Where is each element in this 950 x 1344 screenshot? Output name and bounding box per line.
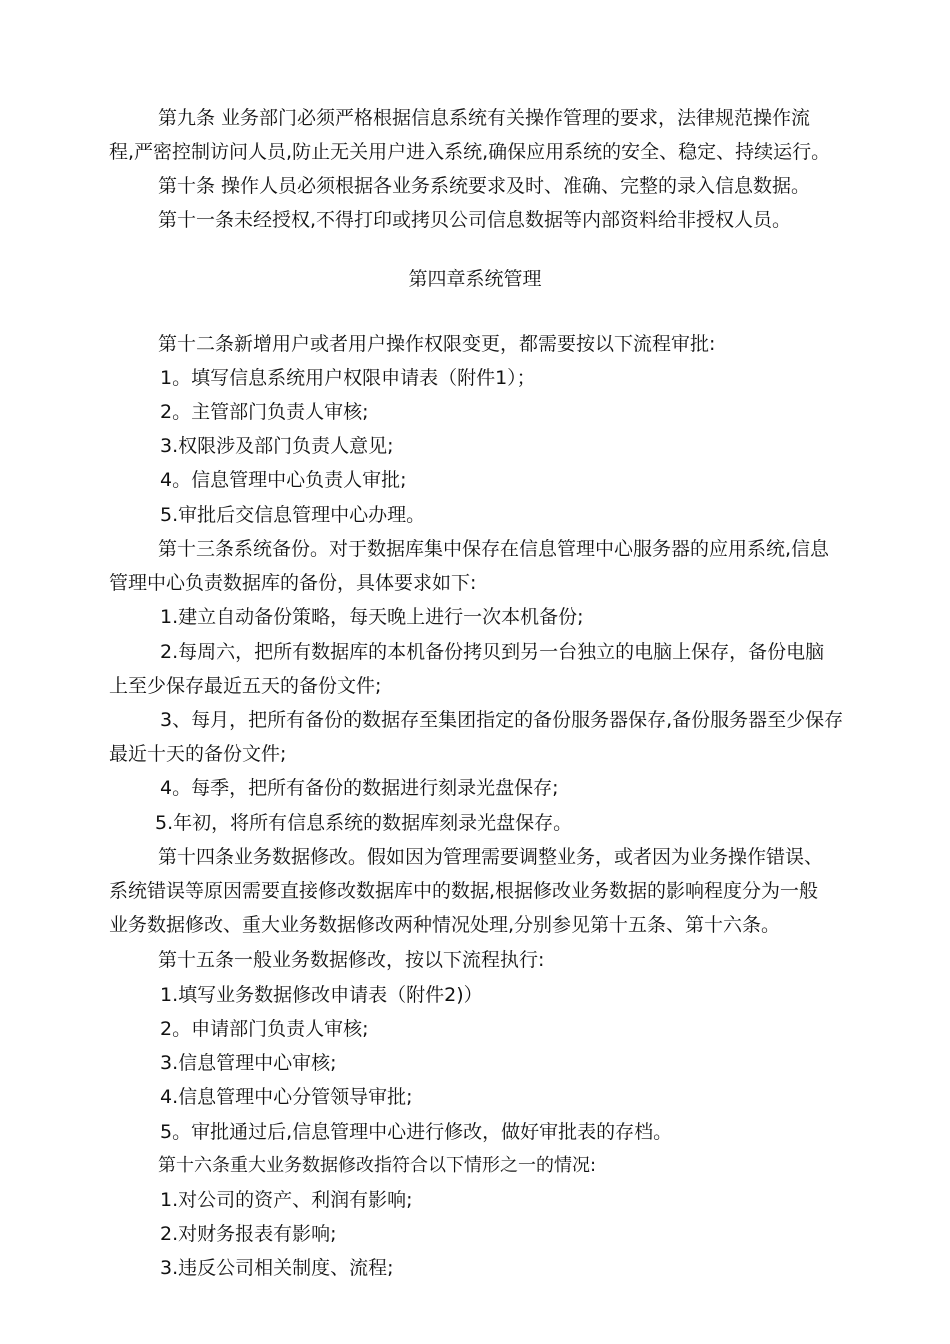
article-15-line: 第十五条一般业务数据修改，按以下流程执行: <box>158 949 545 971</box>
list-item: 3.权限涉及部门负责人意见; <box>160 435 394 457</box>
list-item: 4.信息管理中心分管领导审批; <box>160 1086 413 1108</box>
list-item: 5.年初，将所有信息系统的数据库刻录光盘保存。 <box>155 812 573 834</box>
list-item: 1.建立自动备份策略，每天晚上进行一次本机备份; <box>160 606 584 628</box>
article-14-line-1: 第十四条业务数据修改。假如因为管理需要调整业务，或者因为业务操作错误、 <box>158 846 824 868</box>
list-item: 5.审批后交信息管理中心办理。 <box>160 504 426 526</box>
article-14-line-2: 系统错误等原因需要直接修改数据库中的数据,根据修改业务数据的影响程度分为一般 <box>109 880 819 902</box>
article-9-line-2: 程,严密控制访问人员,防止无关用户进入系统,确保应用系统的安全、稳定、持续运行。 <box>109 141 831 163</box>
list-item: 5。审批通过后,信息管理中心进行修改，做好审批表的存档。 <box>160 1121 673 1143</box>
list-item: 3、每月，把所有备份的数据存至集团指定的备份服务器保存,备份服务器至少保存 <box>160 709 844 731</box>
article-12-line: 第十二条新增用户或者用户操作权限变更，都需要按以下流程审批: <box>158 333 716 355</box>
list-item: 1。填写信息系统用户权限申请表（附件1）； <box>160 367 536 389</box>
article-16-line: 第十六条重大业务数据修改指符合以下情形之一的情况: <box>158 1155 597 1176</box>
list-item: 4。每季，把所有备份的数据进行刻录光盘保存; <box>160 777 559 799</box>
article-14-line-3: 业务数据修改、重大业务数据修改两种情况处理,分别参见第十五条、第十六条。 <box>109 914 781 936</box>
article-9-line-1: 第九条 业务部门必须严格根据信息系统有关操作管理的要求，法律规范操作流 <box>158 107 811 129</box>
chapter-heading: 第四章系统管理 <box>408 268 542 290</box>
list-item: 3.违反公司相关制度、流程; <box>160 1257 394 1279</box>
list-item: 3.信息管理中心审核; <box>160 1052 337 1074</box>
list-item-continuation: 上至少保存最近五天的备份文件; <box>109 675 382 697</box>
article-11-line: 第十一条未经授权,不得打印或拷贝公司信息数据等内部资料给非授权人员。 <box>158 209 792 231</box>
article-10-line: 第十条 操作人员必须根据各业务系统要求及时、准确、完整的录入信息数据。 <box>158 175 811 197</box>
list-item: 2。申请部门负责人审核; <box>160 1018 369 1040</box>
list-item: 2.每周六，把所有数据库的本机备份拷贝到另一台独立的电脑上保存，备份电脑 <box>160 641 825 663</box>
list-item: 4。信息管理中心负责人审批; <box>160 469 407 491</box>
list-item: 1.填写业务数据修改申请表（附件2)） <box>160 984 483 1006</box>
list-item: 1.对公司的资产、利润有影响; <box>160 1189 413 1211</box>
article-13-line-1: 第十三条系统备份。对于数据库集中保存在信息管理中心服务器的应用系统,信息 <box>158 538 830 560</box>
list-item: 2。主管部门负责人审核; <box>160 401 369 423</box>
list-item-continuation: 最近十天的备份文件; <box>109 743 287 765</box>
article-13-line-2: 管理中心负责数据库的备份，具体要求如下: <box>109 572 477 594</box>
list-item: 2.对财务报表有影响; <box>160 1223 337 1245</box>
